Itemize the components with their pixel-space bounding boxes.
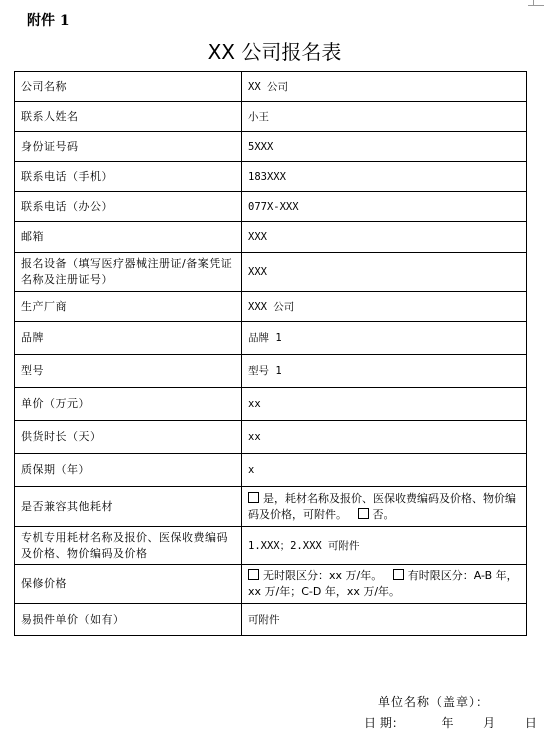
- day-label: 日: [524, 716, 537, 730]
- checkbox-yes[interactable]: [248, 492, 259, 503]
- field-value[interactable]: 品牌 1: [242, 322, 527, 355]
- field-label: 易损件单价（如有）: [15, 604, 242, 636]
- option-no-text: 否。: [372, 507, 395, 521]
- field-value[interactable]: 小王: [242, 102, 527, 132]
- consumables-options: [242, 487, 527, 527]
- option-unlimited-text: 无时限区分：xx 万/年。: [263, 569, 383, 582]
- field-label: 供货时长（天）: [15, 421, 242, 454]
- option-yes-text: 是，耗材名称及报价、医保收费编码及价格、物价编码及价格，可附件。: [248, 491, 516, 521]
- field-value[interactable]: 可附件: [242, 604, 527, 636]
- table-row: [15, 72, 527, 102]
- field-value[interactable]: 1.XXX；2.XXX 可附件: [242, 527, 527, 565]
- warranty-price-options: [242, 565, 527, 604]
- table-row: [15, 527, 527, 565]
- field-label: 品牌: [15, 322, 242, 355]
- field-label: 邮箱: [15, 222, 242, 253]
- field-label: 身份证号码: [15, 132, 242, 162]
- table-row: [15, 253, 527, 292]
- field-value[interactable]: xx: [242, 421, 527, 454]
- table-row: [15, 388, 527, 421]
- table-row: [15, 292, 527, 322]
- checkbox-unlimited[interactable]: [248, 569, 259, 580]
- field-label: 保修价格: [15, 565, 242, 604]
- table-row: [15, 604, 527, 636]
- attachment-label: 附件 1: [27, 13, 70, 29]
- field-label: 是否兼容其他耗材: [15, 487, 242, 527]
- table-row: [15, 421, 527, 454]
- field-label: 生产厂商: [15, 292, 242, 322]
- checkbox-limited[interactable]: [393, 569, 404, 580]
- field-label: 报名设备（填写医疗器械注册证/备案凭证名称及注册证号）: [15, 253, 242, 292]
- table-row: [15, 132, 527, 162]
- field-label: 质保期（年）: [15, 454, 242, 487]
- field-value[interactable]: 077X-XXX: [242, 192, 527, 222]
- date-label: 日 期：: [364, 716, 404, 730]
- month-label: 月: [483, 716, 496, 730]
- table-row: [15, 355, 527, 388]
- field-label: 公司名称: [15, 72, 242, 102]
- field-value[interactable]: 型号 1: [242, 355, 527, 388]
- field-value[interactable]: XXX 公司: [242, 292, 527, 322]
- field-label: 联系电话（手机）: [15, 162, 242, 192]
- field-value[interactable]: 183XXX: [242, 162, 527, 192]
- table-row: [15, 192, 527, 222]
- unit-seal-label: 单位名称（盖章）：: [377, 695, 489, 709]
- field-value[interactable]: XXX: [242, 222, 527, 253]
- field-value[interactable]: x: [242, 454, 527, 487]
- year-label: 年: [441, 716, 454, 730]
- table-row: [15, 322, 527, 355]
- table-row: [15, 487, 527, 527]
- option-limited-text: 有时限区分：A-B 年，xx 万/年；C-D 年，xx 万/年。: [248, 569, 518, 598]
- field-value[interactable]: 5XXX: [242, 132, 527, 162]
- registration-form-table: [14, 71, 527, 636]
- checkbox-no[interactable]: [358, 508, 369, 519]
- table-row: [15, 222, 527, 253]
- field-label: 单价（万元）: [15, 388, 242, 421]
- field-value[interactable]: XX 公司: [242, 72, 527, 102]
- table-row: [15, 102, 527, 132]
- date-line: [364, 714, 537, 731]
- table-row: [15, 454, 527, 487]
- field-label: 型号: [15, 355, 242, 388]
- field-label: 联系人姓名: [15, 102, 242, 132]
- field-label: 专机专用耗材名称及报价、医保收费编码及价格、物价编码及价格: [15, 527, 242, 565]
- page-corner-mark: [528, 5, 544, 6]
- page-title: XX 公司报名表: [207, 40, 342, 64]
- field-value[interactable]: XXX: [242, 253, 527, 292]
- table-row: [15, 565, 527, 604]
- field-label: 联系电话（办公）: [15, 192, 242, 222]
- field-value[interactable]: xx: [242, 388, 527, 421]
- table-row: [15, 162, 527, 192]
